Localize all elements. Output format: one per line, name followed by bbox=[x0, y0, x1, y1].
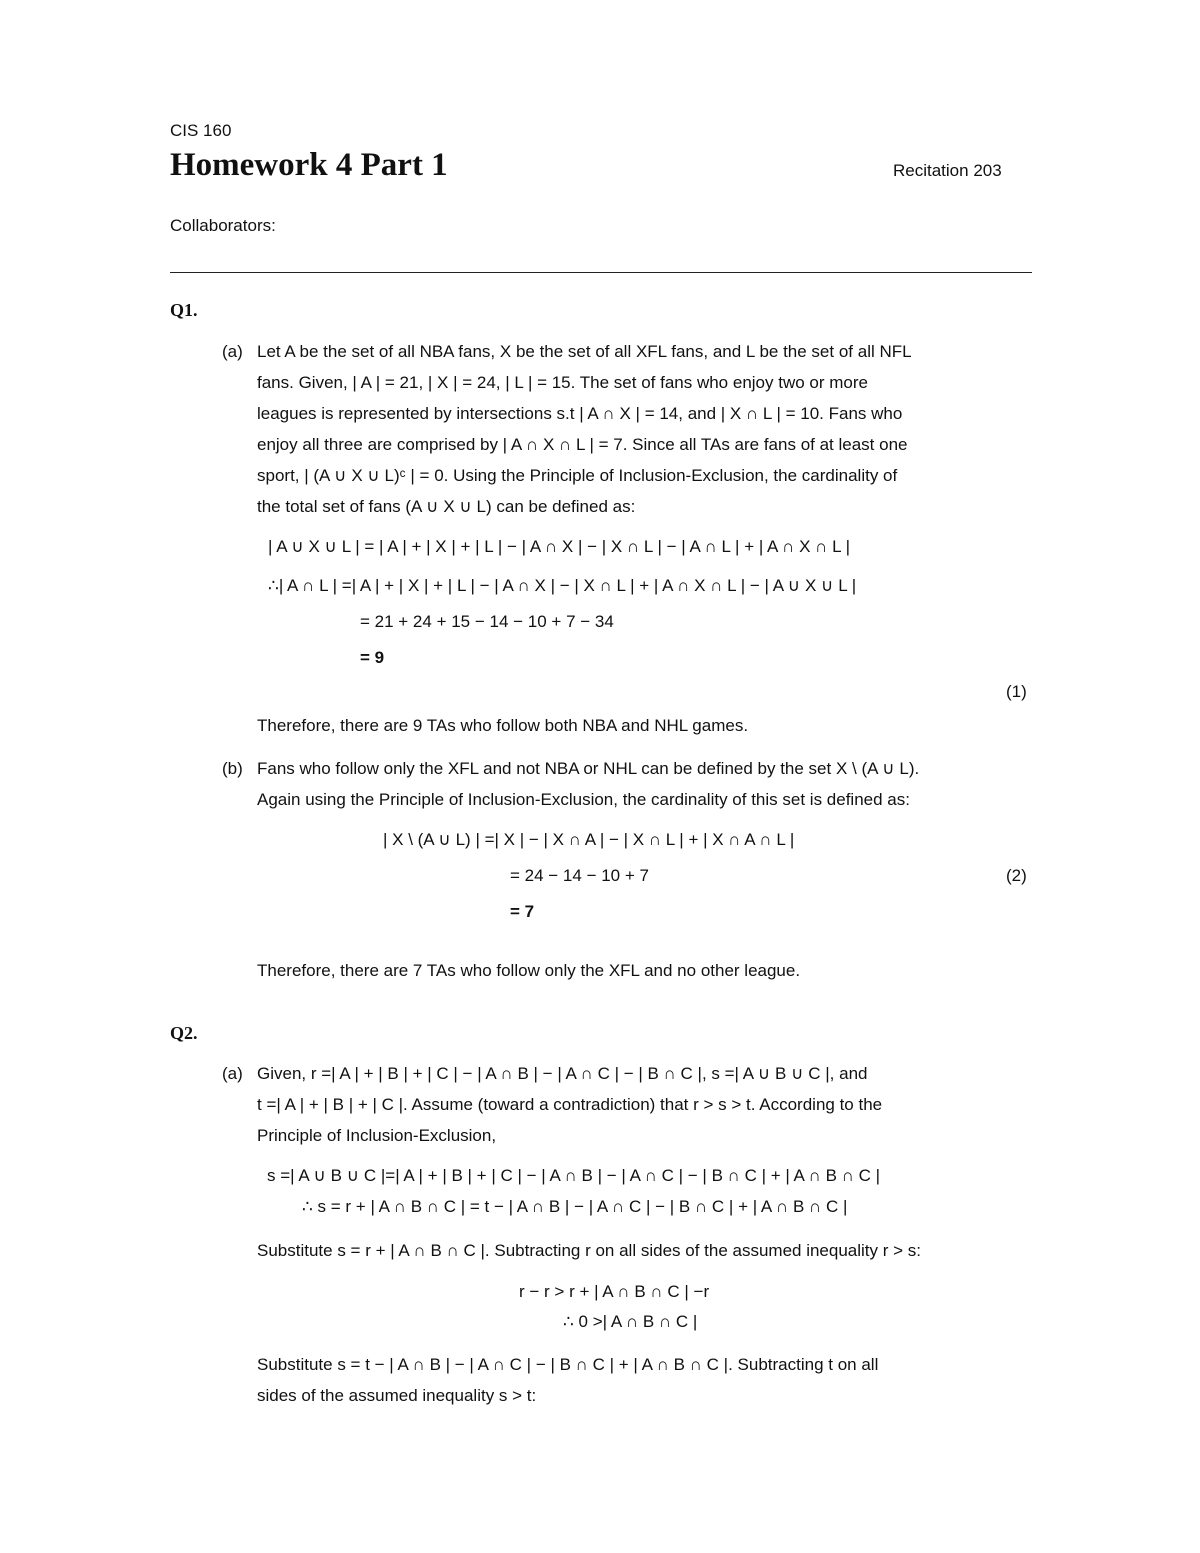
q1a-equation-2: ∴| A ∩ L | =| A | + | X | + | L | − | A ∩ X | − | X ∩ L | + | A ∩ X ∩ L | − | A ∪ X ∪ L | bbox=[268, 576, 857, 595]
q1a-paragraph bbox=[257, 336, 912, 522]
q2a-equation-1: s =| A ∪ B ∪ C |=| A | + | B | + | C | − | A ∩ B | − | A ∩ C | − | B ∩ C | + | A ∩ B ∩ C | bbox=[267, 1166, 881, 1185]
q1b-line-2: Again using the Principle of Inclusion-Exclusion, the cardinality of this set is defined as: bbox=[257, 790, 910, 809]
q1a-line-6: the total set of fans (A ∪ X ∪ L) can be defined as: bbox=[257, 497, 636, 516]
q1a-conclusion: Therefore, there are 9 TAs who follow both NBA and NHL games. bbox=[257, 716, 749, 735]
q1-label: Q1. bbox=[170, 300, 198, 320]
q1a-equation-1: | A ∪ X ∪ L | = | A | + | X | + | L | − | A ∩ X | − | X ∩ L | − | A ∩ L | + | A ∩ X ∩ L | bbox=[268, 537, 851, 556]
q1a-equation-3: = 21 + 24 + 15 − 14 − 10 + 7 − 34 bbox=[360, 612, 614, 631]
q2a-substitute-2 bbox=[257, 1349, 878, 1411]
q1a-equation-4: = 9 bbox=[360, 648, 385, 667]
q1a-equation-number: (1) bbox=[1006, 682, 1027, 701]
q1a-line-5: sport, | (A ∪ X ∪ L)ᶜ | = 0. Using the Principle of Inclusion-Exclusion, the cardinality of bbox=[257, 466, 898, 485]
q1b-equation-1: | X \ (A ∪ L) | =| X | − | X ∩ A | − | X ∩ L | + | X ∩ A ∩ L | bbox=[383, 830, 795, 849]
q1b-line-1: Fans who follow only the XFL and not NBA or NHL can be defined by the set X \ (A ∪ L). bbox=[257, 759, 920, 778]
course-code: CIS 160 bbox=[170, 121, 232, 140]
q1b-equation-number: (2) bbox=[1006, 866, 1027, 885]
q2a-equation-2: ∴ s = r + | A ∩ B ∩ C | = t − | A ∩ B | − | A ∩ C | − | B ∩ C | + | A ∩ B ∩ C | bbox=[302, 1197, 848, 1216]
q1a-line-2: fans. Given, | A | = 21, | X | = 24, | L | = 15. The set of fans who enjoy two or more bbox=[257, 373, 868, 392]
q1a-line-3: leagues is represented by intersections s.t | A ∩ X | = 14, and | X ∩ L | = 10. Fans who bbox=[257, 404, 903, 423]
header-rule bbox=[170, 272, 1032, 273]
q2a-equation-3: r − r > r + | A ∩ B ∩ C | −r bbox=[519, 1282, 710, 1301]
collaborators-label: Collaborators: bbox=[170, 216, 276, 235]
q1b-conclusion: Therefore, there are 7 TAs who follow only the XFL and no other league. bbox=[257, 961, 801, 980]
page-title: Homework 4 Part 1 bbox=[170, 147, 448, 183]
q1a-marker: (a) bbox=[222, 342, 243, 361]
q2a-line-3: Principle of Inclusion-Exclusion, bbox=[257, 1126, 497, 1145]
q2a-equation-4: ∴ 0 >| A ∩ B ∩ C | bbox=[563, 1312, 698, 1331]
q1b-marker: (b) bbox=[222, 759, 243, 778]
q2-label: Q2. bbox=[170, 1023, 198, 1043]
q1b-equation-2: = 24 − 14 − 10 + 7 bbox=[510, 866, 649, 885]
q1a-line-1: Let A be the set of all NBA fans, X be the set of all XFL fans, and L be the set of all NFL bbox=[257, 342, 912, 361]
q1b-paragraph bbox=[257, 753, 919, 815]
q1a-line-4: enjoy all three are comprised by | A ∩ X ∩ L | = 7. Since all TAs are fans of at least one bbox=[257, 435, 908, 454]
q2a-substitute-1: Substitute s = r + | A ∩ B ∩ C |. Subtracting r on all sides of the assumed inequality r > s: bbox=[257, 1241, 922, 1260]
q2a-line-2: t =| A | + | B | + | C |. Assume (toward a contradiction) that r > s > t. According to the bbox=[257, 1095, 883, 1114]
q1b-equation-3: = 7 bbox=[510, 902, 535, 921]
q2a-paragraph bbox=[257, 1058, 882, 1151]
q2a-marker: (a) bbox=[222, 1064, 243, 1083]
q2a-substitute-2-line-1: Substitute s = t − | A ∩ B | − | A ∩ C | − | B ∩ C | + | A ∩ B ∩ C |. Subtracting t on all bbox=[257, 1355, 879, 1374]
recitation-label: Recitation 203 bbox=[893, 161, 1002, 180]
q2a-line-1: Given, r =| A | + | B | + | C | − | A ∩ B | − | A ∩ C | − | B ∩ C |, s =| A ∪ B ∪ C |, and bbox=[257, 1064, 868, 1083]
q2a-substitute-2-line-2: sides of the assumed inequality s > t: bbox=[257, 1386, 537, 1405]
